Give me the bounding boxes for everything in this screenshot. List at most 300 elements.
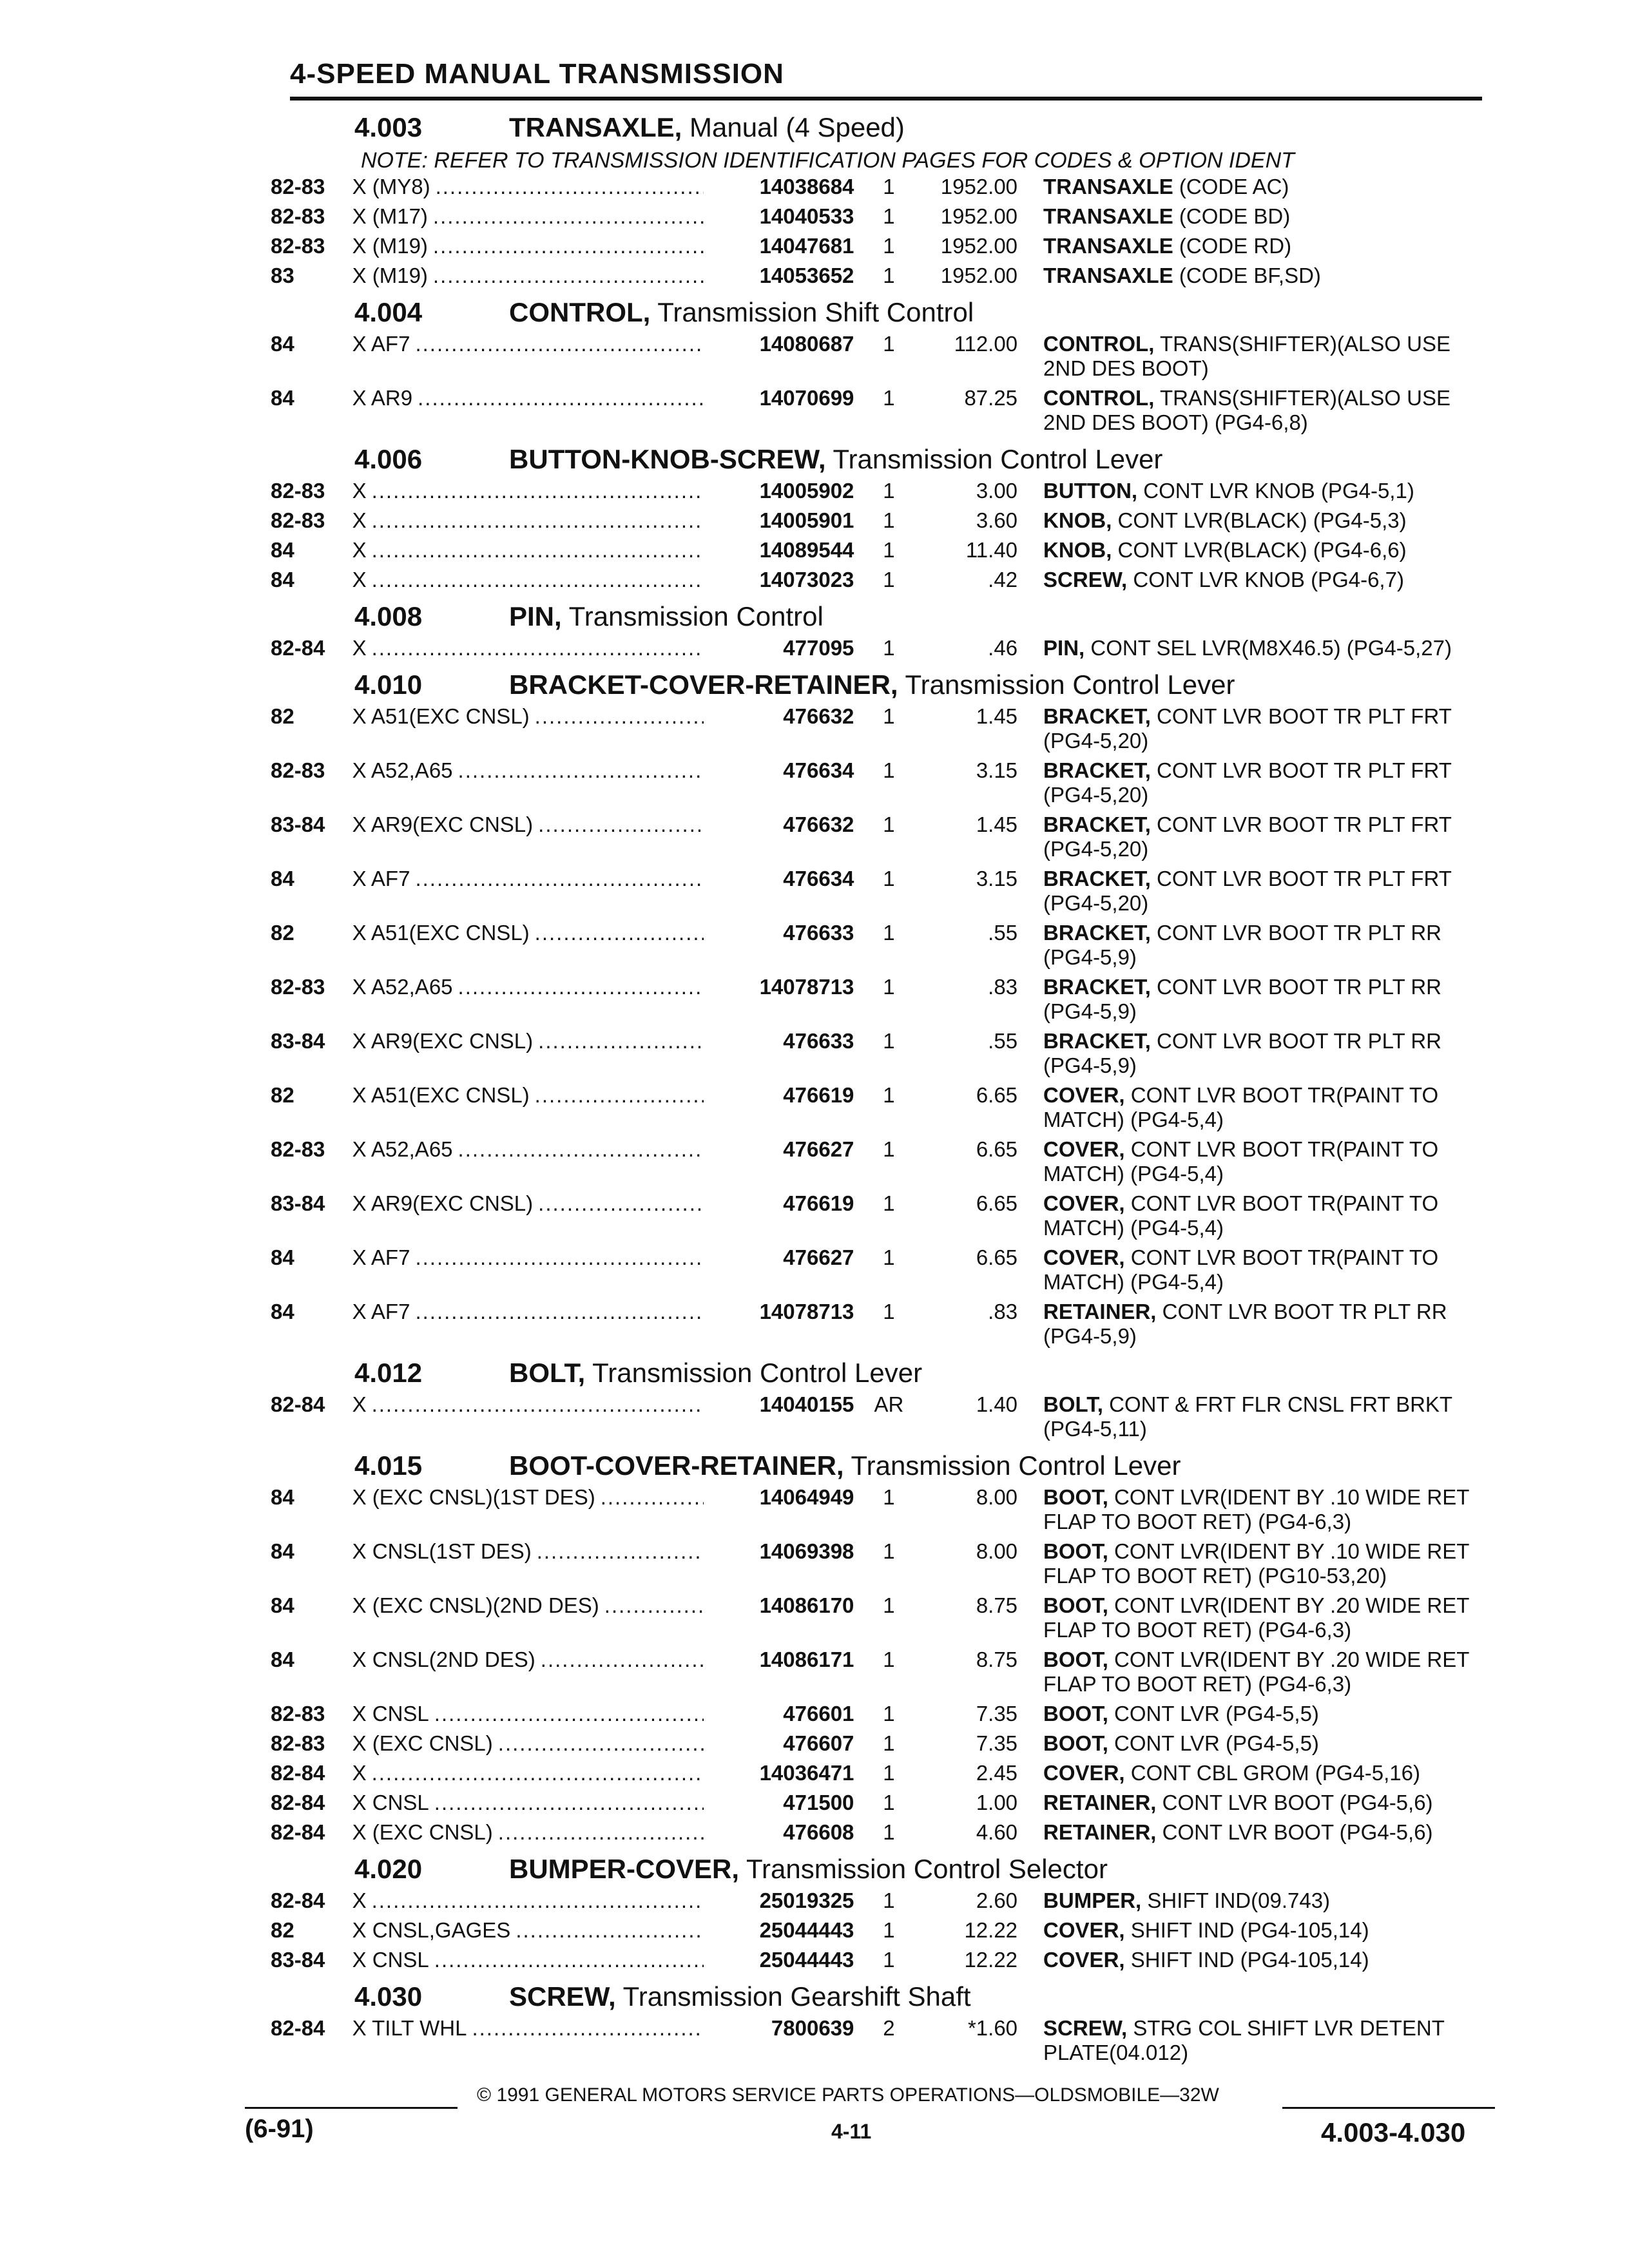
price-cell: .42 bbox=[988, 568, 1018, 591]
table-row bbox=[271, 975, 1495, 1024]
table-row bbox=[271, 204, 1495, 229]
footer-rule-right bbox=[1282, 2107, 1495, 2109]
year-cell: 82-83 bbox=[271, 758, 325, 782]
section bbox=[271, 669, 1495, 1349]
year-cell: 83-84 bbox=[271, 1029, 325, 1053]
qty-cell: 1 bbox=[883, 332, 895, 356]
table-row bbox=[271, 568, 1495, 592]
qty-cell: 1 bbox=[883, 508, 895, 532]
part-number-cell: 476632 bbox=[783, 812, 854, 836]
section-subtitle: Transmission Gearshift Shaft bbox=[622, 1981, 971, 2012]
table-row bbox=[271, 758, 1495, 807]
description-cell: COVER, CONT LVR BOOT TR(PAINT TO MATCH) (PG4-5,4) bbox=[1043, 1191, 1439, 1240]
section-heading bbox=[354, 601, 1495, 632]
year-cell: 82-84 bbox=[271, 636, 325, 660]
year-cell: 84 bbox=[271, 1485, 294, 1509]
price-cell: *1.60 bbox=[967, 2016, 1018, 2040]
description-cell: RETAINER, CONT LVR BOOT TR PLT RR (PG4-5,9) bbox=[1043, 1300, 1447, 1348]
qty-cell: 1 bbox=[883, 264, 895, 287]
section-heading bbox=[354, 112, 1495, 143]
description-cell: BRACKET, CONT LVR BOOT TR PLT FRT (PG4-5,20) bbox=[1043, 812, 1452, 861]
table-row bbox=[271, 704, 1495, 753]
usage-cell: X (MY8) ..... bbox=[352, 175, 704, 199]
price-cell: 1.00 bbox=[976, 1791, 1018, 1814]
price-cell: 8.00 bbox=[976, 1539, 1018, 1563]
description-cell: BOOT, CONT LVR(IDENT BY .20 WIDE RET FLAP TO BOOT RET) (PG4-6,3) bbox=[1043, 1593, 1469, 1642]
year-cell: 84 bbox=[271, 538, 294, 562]
section-number: 4.012 bbox=[354, 1358, 423, 1388]
section bbox=[271, 297, 1495, 435]
price-cell: 6.65 bbox=[976, 1191, 1018, 1215]
description-cell: TRANSAXLE (CODE BD) bbox=[1043, 204, 1291, 228]
part-number-cell: 476601 bbox=[783, 1702, 854, 1725]
qty-cell: 1 bbox=[883, 1888, 895, 1912]
usage-cell: X ..... bbox=[352, 538, 704, 562]
year-cell: 82-84 bbox=[271, 1392, 325, 1416]
description-cell: KNOB, CONT LVR(BLACK) (PG4-6,6) bbox=[1043, 538, 1407, 562]
usage-cell: X AF7 ..... bbox=[352, 867, 704, 916]
description-cell: COVER, CONT CBL GROM (PG4-5,16) bbox=[1043, 1761, 1421, 1785]
table-row bbox=[271, 1918, 1495, 1943]
price-cell: 12.22 bbox=[964, 1948, 1018, 1972]
qty-cell: 1 bbox=[883, 175, 895, 198]
table-row bbox=[271, 479, 1495, 503]
price-cell: 4.60 bbox=[976, 1820, 1018, 1844]
description-cell: SCREW, STRG COL SHIFT LVR DETENT PLATE(04.012) bbox=[1043, 2016, 1445, 2064]
table-row bbox=[271, 1029, 1495, 1078]
table-row bbox=[271, 1539, 1495, 1588]
price-cell: 6.65 bbox=[976, 1245, 1018, 1269]
table-row bbox=[271, 921, 1495, 970]
year-cell: 82-83 bbox=[271, 975, 325, 999]
price-cell: 1952.00 bbox=[940, 234, 1018, 258]
table-row bbox=[271, 1191, 1495, 1240]
year-cell: 82-83 bbox=[271, 204, 325, 228]
year-cell: 82-84 bbox=[271, 2016, 325, 2040]
part-number-cell: 14086171 bbox=[759, 1648, 854, 1671]
copyright-line: © 1991 GENERAL MOTORS SERVICE PARTS OPERATIONS—OLDSMOBILE—32W bbox=[477, 2084, 1219, 2106]
section-heading bbox=[354, 444, 1495, 475]
year-cell: 82-83 bbox=[271, 1137, 325, 1161]
section bbox=[271, 1854, 1495, 1972]
part-number-cell: 476608 bbox=[783, 1820, 854, 1844]
usage-cell: X CNSL(1ST DES) ..... bbox=[352, 1539, 704, 1588]
year-cell: 84 bbox=[271, 332, 294, 356]
description-cell: TRANSAXLE (CODE BF,SD) bbox=[1043, 264, 1321, 287]
qty-cell: 1 bbox=[883, 975, 895, 999]
section bbox=[271, 1358, 1495, 1441]
section-heading bbox=[354, 1358, 1495, 1389]
price-cell: 1.40 bbox=[976, 1392, 1018, 1416]
price-cell: 6.65 bbox=[976, 1083, 1018, 1107]
qty-cell: 1 bbox=[883, 568, 895, 591]
section-number: 4.004 bbox=[354, 297, 423, 327]
qty-cell: 1 bbox=[883, 921, 895, 945]
qty-cell: 1 bbox=[883, 204, 895, 228]
year-cell: 84 bbox=[271, 1648, 294, 1671]
table-row bbox=[271, 1888, 1495, 1913]
part-number-cell: 14036471 bbox=[759, 1761, 854, 1785]
usage-cell: X AF7 ..... bbox=[352, 1245, 704, 1294]
usage-cell: X CNSL ..... bbox=[352, 1702, 704, 1726]
price-cell: 1952.00 bbox=[940, 204, 1018, 228]
table-row bbox=[271, 1791, 1495, 1815]
usage-cell: X ..... bbox=[352, 636, 704, 660]
part-number-cell: 25044443 bbox=[759, 1948, 854, 1972]
year-cell: 84 bbox=[271, 1593, 294, 1617]
qty-cell: 1 bbox=[883, 636, 895, 660]
part-number-cell: 14078713 bbox=[759, 975, 854, 999]
year-cell: 82 bbox=[271, 1918, 294, 1942]
year-cell: 82-83 bbox=[271, 175, 325, 198]
year-cell: 84 bbox=[271, 1300, 294, 1323]
qty-cell: 1 bbox=[883, 1731, 895, 1755]
qty-cell: 1 bbox=[883, 1539, 895, 1563]
price-cell: .55 bbox=[988, 921, 1018, 945]
part-number-cell: 25019325 bbox=[759, 1888, 854, 1912]
price-cell: 1952.00 bbox=[940, 264, 1018, 287]
price-cell: 12.22 bbox=[964, 1918, 1018, 1942]
price-cell: .83 bbox=[988, 1300, 1018, 1323]
usage-cell: X (M19) ..... bbox=[352, 264, 704, 288]
footer-rule-left bbox=[245, 2107, 458, 2109]
part-number-cell: 14038684 bbox=[759, 175, 854, 198]
part-number-cell: 471500 bbox=[783, 1791, 854, 1814]
section bbox=[271, 444, 1495, 592]
description-cell: TRANSAXLE (CODE RD) bbox=[1043, 234, 1292, 258]
section bbox=[271, 1981, 1495, 2065]
price-cell: 8.75 bbox=[976, 1593, 1018, 1617]
description-cell: PIN, CONT SEL LVR(M8X46.5) (PG4-5,27) bbox=[1043, 636, 1452, 660]
table-row bbox=[271, 1593, 1495, 1642]
section-subtitle: Manual (4 Speed) bbox=[689, 112, 905, 142]
description-cell: SCREW, CONT LVR KNOB (PG4-6,7) bbox=[1043, 568, 1404, 591]
part-number-cell: 14086170 bbox=[759, 1593, 854, 1617]
usage-cell: X ..... bbox=[352, 508, 704, 533]
part-number-cell: 476619 bbox=[783, 1191, 854, 1215]
table-row bbox=[271, 264, 1495, 288]
description-cell: BRACKET, CONT LVR BOOT TR PLT RR (PG4-5,9) bbox=[1043, 1029, 1441, 1077]
section-subtitle: Transmission Control Lever bbox=[851, 1450, 1181, 1481]
year-cell: 84 bbox=[271, 1539, 294, 1563]
description-cell: BRACKET, CONT LVR BOOT TR PLT FRT (PG4-5,20) bbox=[1043, 758, 1452, 807]
price-cell: 8.75 bbox=[976, 1648, 1018, 1671]
header-rule bbox=[290, 97, 1482, 101]
description-cell: BUTTON, CONT LVR KNOB (PG4-5,1) bbox=[1043, 479, 1414, 503]
section-name: BOOT-COVER-RETAINER, bbox=[509, 1450, 844, 1481]
part-number-cell: 14047681 bbox=[759, 234, 854, 258]
year-cell: 82-83 bbox=[271, 479, 325, 503]
description-cell: BOOT, CONT LVR(IDENT BY .20 WIDE RET FLAP TO BOOT RET) (PG4-6,3) bbox=[1043, 1648, 1469, 1696]
part-number-cell: 476632 bbox=[783, 704, 854, 728]
price-cell: 6.65 bbox=[976, 1137, 1018, 1161]
year-cell: 83-84 bbox=[271, 1948, 325, 1972]
year-cell: 82-84 bbox=[271, 1761, 325, 1785]
table-row bbox=[271, 1485, 1495, 1534]
part-number-cell: 14040155 bbox=[759, 1392, 854, 1416]
section-heading bbox=[354, 1450, 1495, 1481]
description-cell: BOOT, CONT LVR (PG4-5,5) bbox=[1043, 1731, 1319, 1755]
qty-cell: 1 bbox=[883, 1083, 895, 1107]
table-row bbox=[271, 1245, 1495, 1294]
price-cell: 11.40 bbox=[965, 538, 1018, 562]
price-cell: 3.15 bbox=[976, 758, 1018, 782]
section-subtitle: Transmission Control Lever bbox=[833, 444, 1163, 474]
part-number-cell: 476633 bbox=[783, 921, 854, 945]
section bbox=[271, 1450, 1495, 1845]
section-name: SCREW, bbox=[509, 1981, 616, 2012]
page-number: 4-11 bbox=[831, 2120, 872, 2143]
usage-cell: X AR9(EXC CNSL) ..... bbox=[352, 1029, 704, 1078]
section-name: TRANSAXLE, bbox=[509, 112, 682, 142]
usage-cell: X ..... bbox=[352, 479, 704, 503]
price-cell: 87.25 bbox=[964, 386, 1018, 410]
table-row bbox=[271, 386, 1495, 435]
part-number-cell: 476633 bbox=[783, 1029, 854, 1053]
section-number: 4.008 bbox=[354, 601, 423, 631]
description-cell: BOOT, CONT LVR (PG4-5,5) bbox=[1043, 1702, 1319, 1725]
usage-cell: X CNSL ..... bbox=[352, 1948, 704, 1972]
part-number-cell: 14069398 bbox=[759, 1539, 854, 1563]
description-cell: BOLT, CONT & FRT FLR CNSL FRT BRKT (PG4-5,11) bbox=[1043, 1392, 1452, 1441]
year-cell: 82-84 bbox=[271, 1791, 325, 1814]
part-number-cell: 476627 bbox=[783, 1245, 854, 1269]
section bbox=[271, 601, 1495, 660]
price-cell: 1952.00 bbox=[940, 175, 1018, 198]
section-name: CONTROL, bbox=[509, 297, 651, 327]
year-cell: 83-84 bbox=[271, 812, 325, 836]
year-cell: 82 bbox=[271, 921, 294, 945]
qty-cell: 1 bbox=[883, 1137, 895, 1161]
section-subtitle: Transmission Control Selector bbox=[746, 1854, 1108, 1884]
usage-cell: X AF7 ..... bbox=[352, 332, 704, 381]
table-row bbox=[271, 2016, 1495, 2065]
table-row bbox=[271, 812, 1495, 861]
section-subtitle: Transmission Control bbox=[568, 601, 824, 631]
price-cell: 1.45 bbox=[976, 812, 1018, 836]
part-number-cell: 14053652 bbox=[759, 264, 854, 287]
table-row bbox=[271, 234, 1495, 258]
table-row bbox=[271, 636, 1495, 660]
qty-cell: 1 bbox=[883, 1761, 895, 1785]
price-cell: .83 bbox=[988, 975, 1018, 999]
table-row bbox=[271, 1820, 1495, 1845]
usage-cell: X A51(EXC CNSL) ..... bbox=[352, 921, 704, 970]
usage-cell: X A52,A65 ..... bbox=[352, 1137, 704, 1186]
section-note: NOTE: REFER TO TRANSMISSION IDENTIFICATION PAGES FOR CODES & OPTION IDENT bbox=[361, 148, 1295, 173]
usage-cell: X TILT WHL ..... bbox=[352, 2016, 704, 2065]
section-name: BUMPER-COVER, bbox=[509, 1854, 740, 1884]
part-number-cell: 14078713 bbox=[759, 1300, 854, 1323]
usage-cell: X AR9(EXC CNSL) ..... bbox=[352, 1191, 704, 1240]
price-cell: 2.60 bbox=[976, 1888, 1018, 1912]
year-cell: 82 bbox=[271, 704, 294, 728]
year-cell: 82-83 bbox=[271, 234, 325, 258]
usage-cell: X ..... bbox=[352, 1888, 704, 1913]
description-cell: BOOT, CONT LVR(IDENT BY .10 WIDE RET FLAP TO BOOT RET) (PG10-53,20) bbox=[1043, 1539, 1469, 1588]
price-cell: .55 bbox=[988, 1029, 1018, 1053]
qty-cell: 1 bbox=[883, 1300, 895, 1323]
price-cell: 3.60 bbox=[976, 508, 1018, 532]
section-heading bbox=[354, 1854, 1495, 1885]
year-cell: 82-83 bbox=[271, 1702, 325, 1725]
part-number-cell: 476607 bbox=[783, 1731, 854, 1755]
qty-cell: 1 bbox=[883, 386, 895, 410]
part-number-cell: 476634 bbox=[783, 867, 854, 890]
description-cell: COVER, CONT LVR BOOT TR(PAINT TO MATCH) (PG4-5,4) bbox=[1043, 1083, 1439, 1131]
table-row bbox=[271, 1731, 1495, 1756]
usage-cell: X CNSL ..... bbox=[352, 1791, 704, 1815]
section-name: PIN, bbox=[509, 601, 562, 631]
part-number-cell: 14073023 bbox=[759, 568, 854, 591]
description-cell: KNOB, CONT LVR(BLACK) (PG4-5,3) bbox=[1043, 508, 1407, 532]
qty-cell: 1 bbox=[883, 479, 895, 503]
price-cell: 7.35 bbox=[976, 1702, 1018, 1725]
usage-cell: X ..... bbox=[352, 568, 704, 592]
year-cell: 82-83 bbox=[271, 508, 325, 532]
description-cell: BRACKET, CONT LVR BOOT TR PLT FRT (PG4-5,20) bbox=[1043, 704, 1452, 753]
table-row bbox=[271, 867, 1495, 916]
description-cell: COVER, CONT LVR BOOT TR(PAINT TO MATCH) (PG4-5,4) bbox=[1043, 1137, 1439, 1186]
description-cell: BRACKET, CONT LVR BOOT TR PLT RR (PG4-5,9) bbox=[1043, 921, 1441, 969]
qty-cell: 1 bbox=[883, 1191, 895, 1215]
description-cell: COVER, SHIFT IND (PG4-105,14) bbox=[1043, 1948, 1369, 1972]
year-cell: 84 bbox=[271, 867, 294, 890]
section-name: BUTTON-KNOB-SCREW, bbox=[509, 444, 826, 474]
qty-cell: 2 bbox=[883, 2016, 895, 2040]
part-number-cell: 14089544 bbox=[759, 538, 854, 562]
parts-list bbox=[271, 103, 1495, 2070]
qty-cell: 1 bbox=[883, 1948, 895, 1972]
part-number-cell: 14080687 bbox=[759, 332, 854, 356]
usage-cell: X A52,A65 ..... bbox=[352, 758, 704, 807]
table-row bbox=[271, 175, 1495, 199]
table-row bbox=[271, 538, 1495, 562]
description-cell: TRANSAXLE (CODE AC) bbox=[1043, 175, 1289, 198]
part-number-cell: 14005902 bbox=[759, 479, 854, 503]
price-cell: 2.45 bbox=[976, 1761, 1018, 1785]
section-number: 4.020 bbox=[354, 1854, 423, 1884]
page-title: 4-SPEED MANUAL TRANSMISSION bbox=[290, 58, 784, 90]
part-number-cell: 14040533 bbox=[759, 204, 854, 228]
table-row bbox=[271, 1702, 1495, 1726]
qty-cell: 1 bbox=[883, 1648, 895, 1671]
year-cell: 84 bbox=[271, 568, 294, 591]
table-row bbox=[271, 1392, 1495, 1441]
description-cell: BRACKET, CONT LVR BOOT TR PLT FRT (PG4-5,20) bbox=[1043, 867, 1452, 915]
part-number-cell: 14070699 bbox=[759, 386, 854, 410]
section-number: 4.003 bbox=[354, 112, 423, 142]
usage-cell: X AR9 ..... bbox=[352, 386, 704, 435]
usage-cell: X (M17) ..... bbox=[352, 204, 704, 229]
qty-cell: 1 bbox=[883, 234, 895, 258]
description-cell: BOOT, CONT LVR(IDENT BY .10 WIDE RET FLAP TO BOOT RET) (PG4-6,3) bbox=[1043, 1485, 1469, 1533]
year-cell: 84 bbox=[271, 1245, 294, 1269]
section bbox=[271, 112, 1495, 288]
year-cell: 82-83 bbox=[271, 1731, 325, 1755]
qty-cell: 1 bbox=[883, 1791, 895, 1814]
qty-cell: 1 bbox=[883, 812, 895, 836]
section-number: 4.010 bbox=[354, 669, 423, 700]
table-row bbox=[271, 1300, 1495, 1349]
qty-cell: 1 bbox=[883, 1029, 895, 1053]
section-heading bbox=[354, 1981, 1495, 2012]
price-cell: 1.45 bbox=[976, 704, 1018, 728]
part-number-cell: 14064949 bbox=[759, 1485, 854, 1509]
table-row bbox=[271, 1137, 1495, 1186]
qty-cell: 1 bbox=[883, 1702, 895, 1725]
section-subtitle: Transmission Shift Control bbox=[657, 297, 974, 327]
qty-cell: AR bbox=[874, 1392, 904, 1416]
section-heading bbox=[354, 297, 1495, 328]
section-name: BRACKET-COVER-RETAINER, bbox=[509, 669, 898, 700]
usage-cell: X (EXC CNSL)(2ND DES) ..... bbox=[352, 1593, 704, 1642]
usage-cell: X A51(EXC CNSL) ..... bbox=[352, 704, 704, 753]
qty-cell: 1 bbox=[883, 1245, 895, 1269]
price-cell: 8.00 bbox=[976, 1485, 1018, 1509]
table-row bbox=[271, 1948, 1495, 1972]
qty-cell: 1 bbox=[883, 1918, 895, 1942]
usage-cell: X (EXC CNSL) ..... bbox=[352, 1731, 704, 1756]
table-row bbox=[271, 1761, 1495, 1785]
usage-cell: X A52,A65 ..... bbox=[352, 975, 704, 1024]
part-number-cell: 7800639 bbox=[771, 2016, 854, 2040]
usage-cell: X A51(EXC CNSL) ..... bbox=[352, 1083, 704, 1132]
description-cell: RETAINER, CONT LVR BOOT (PG4-5,6) bbox=[1043, 1791, 1433, 1814]
part-number-cell: 25044443 bbox=[759, 1918, 854, 1942]
section-number: 4.006 bbox=[354, 444, 423, 474]
table-row bbox=[271, 1648, 1495, 1696]
year-cell: 84 bbox=[271, 386, 294, 410]
price-cell: 3.00 bbox=[976, 479, 1018, 503]
usage-cell: X (EXC CNSL) ..... bbox=[352, 1820, 704, 1845]
description-cell: CONTROL, TRANS(SHIFTER)(ALSO USE 2ND DES BOOT) bbox=[1043, 332, 1451, 380]
description-cell: COVER, CONT LVR BOOT TR(PAINT TO MATCH) (PG4-5,4) bbox=[1043, 1245, 1439, 1294]
usage-cell: X (EXC CNSL)(1ST DES) ..... bbox=[352, 1485, 704, 1534]
description-cell: CONTROL, TRANS(SHIFTER)(ALSO USE 2ND DES BOOT) (PG4-6,8) bbox=[1043, 386, 1451, 434]
section-name: BOLT, bbox=[509, 1358, 586, 1388]
description-cell: BUMPER, SHIFT IND(09.743) bbox=[1043, 1888, 1331, 1912]
price-cell: .46 bbox=[988, 636, 1018, 660]
qty-cell: 1 bbox=[883, 1485, 895, 1509]
usage-cell: X CNSL,GAGES ..... bbox=[352, 1918, 704, 1943]
description-cell: COVER, SHIFT IND (PG4-105,14) bbox=[1043, 1918, 1369, 1942]
year-cell: 83-84 bbox=[271, 1191, 325, 1215]
section-range: 4.003-4.030 bbox=[1321, 2117, 1466, 2148]
price-cell: 7.35 bbox=[976, 1731, 1018, 1755]
revision-date: (6-91) bbox=[245, 2115, 314, 2143]
qty-cell: 1 bbox=[883, 1593, 895, 1617]
usage-cell: X ..... bbox=[352, 1392, 704, 1441]
qty-cell: 1 bbox=[883, 867, 895, 890]
description-cell: BRACKET, CONT LVR BOOT TR PLT RR (PG4-5,9) bbox=[1043, 975, 1441, 1023]
qty-cell: 1 bbox=[883, 538, 895, 562]
year-cell: 82-84 bbox=[271, 1820, 325, 1844]
qty-cell: 1 bbox=[883, 704, 895, 728]
part-number-cell: 476619 bbox=[783, 1083, 854, 1107]
part-number-cell: 476634 bbox=[783, 758, 854, 782]
price-cell: 3.15 bbox=[976, 867, 1018, 890]
usage-cell: X ..... bbox=[352, 1761, 704, 1785]
description-cell: RETAINER, CONT LVR BOOT (PG4-5,6) bbox=[1043, 1820, 1433, 1844]
table-row bbox=[271, 508, 1495, 533]
price-cell: 112.00 bbox=[954, 332, 1018, 356]
qty-cell: 1 bbox=[883, 1820, 895, 1844]
usage-cell: X AR9(EXC CNSL) ..... bbox=[352, 812, 704, 861]
part-number-cell: 476627 bbox=[783, 1137, 854, 1161]
part-number-cell: 477095 bbox=[783, 636, 854, 660]
section-number: 4.030 bbox=[354, 1981, 423, 2012]
